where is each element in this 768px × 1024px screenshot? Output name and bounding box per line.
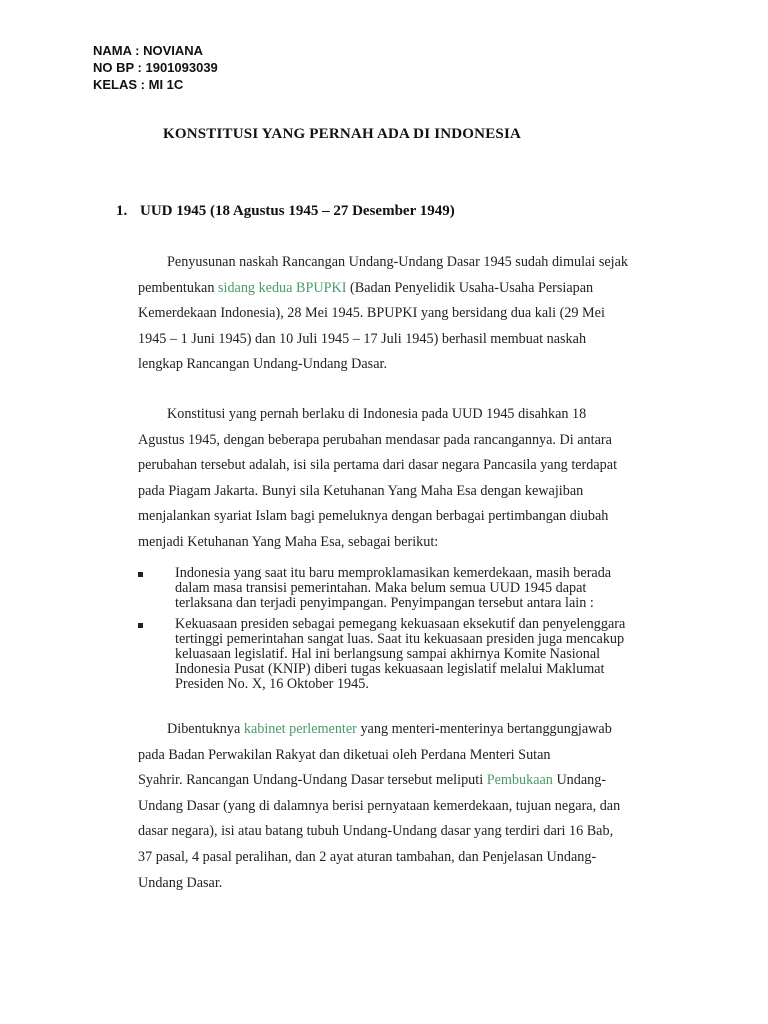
list-item-line: Kekuasaan presiden sebagai pemegang kekuasaan eksekutif dan penyelenggara xyxy=(175,615,626,632)
paragraph-text: (Badan Penyelidik Usaha-Usaha Persiapan xyxy=(346,279,594,296)
student-class: KELAS : MI 1C xyxy=(93,77,184,92)
paragraph-2 xyxy=(138,402,683,556)
paragraph-text: pembentukan xyxy=(138,279,218,296)
paragraph-line: Penyusunan naskah Rancangan Undang-Undang Dasar 1945 sudah dimulai sejak xyxy=(167,254,628,270)
paragraph-line: perubahan tersebut adalah, isi sila pertama dari dasar negara Pancasila yang terdapat xyxy=(138,457,618,474)
paragraph-line xyxy=(138,717,683,743)
paragraph-line: pada Badan Perwakilan Rakyat dan diketuai oleh Perdana Menteri Sutan xyxy=(138,746,551,763)
sidang-bpupki-link[interactable]: sidang kedua BPUPKI xyxy=(217,279,347,296)
student-info xyxy=(93,42,218,93)
list-item-line: terlaksana dan terjadi penyimpangan. Penyimpangan tersebut antara lain : xyxy=(175,595,594,612)
student-name: NAMA : NOVIANA xyxy=(93,43,204,58)
bullet-list xyxy=(138,566,678,698)
list-item xyxy=(138,566,678,612)
student-number: NO BP : 1901093039 xyxy=(93,60,218,75)
paragraph-line: 37 pasal, 4 pasal peralihan, dan 2 ayat aturan tambahan, dan Penjelasan Undang- xyxy=(138,848,597,865)
section-title: UUD 1945 (18 Agustus 1945 – 27 Desember 1949) xyxy=(140,203,455,219)
list-item-line: Indonesia yang saat itu baru memproklamasikan kemerdekaan, masih berada xyxy=(175,565,612,581)
paragraph-line: 1945 – 1 Juni 1945) dan 10 Juli 1945 – 17 Juli 1945) berhasil membuat naskah xyxy=(138,330,587,347)
paragraph-line: Kemerdekaan Indonesia), 28 Mei 1945. BPUPKI yang bersidang dua kali (29 Mei xyxy=(138,305,605,322)
list-item-line: Indonesia Pusat (KNIP) diberi tugas kekuasaan legislatif melalui Maklumat xyxy=(175,661,605,678)
list-item-line: keluasaan legislatif. Hal ini berlangsung sampai akhirnya Komite Nasional xyxy=(175,646,601,663)
paragraph-1 xyxy=(138,250,683,378)
paragraph-line: dasar negara), isi atau batang tubuh Undang-Undang dasar yang terdiri dari 16 Bab, xyxy=(138,823,614,840)
paragraph-text: yang menteri-menterinya bertanggungjawab xyxy=(356,721,612,737)
paragraph-line: menjadi Ketuhanan Yang Maha Esa, sebagai berikut: xyxy=(138,533,439,550)
list-item-line: tertinggi pemerintahan sangat luas. Saat itu kekuasaan presiden juga mencakup xyxy=(175,630,625,647)
list-item-line: dalam masa transisi pemerintahan. Maka belum semua UUD 1945 dapat xyxy=(175,580,587,597)
square-bullet-icon xyxy=(138,572,143,577)
kabinet-parlementer-link[interactable]: kabinet perlementer xyxy=(243,721,357,737)
paragraph-line: Konstitusi yang pernah berlaku di Indonesia pada UUD 1945 disahkan 18 xyxy=(167,406,587,422)
paragraph-text: Dibentuknya xyxy=(167,721,244,737)
section-heading xyxy=(116,203,455,220)
paragraph-text: Undang- xyxy=(552,772,607,789)
paragraph-line: menjalankan syariat Islam bagi pemeluknya dengan berbagai pertimbangan diubah xyxy=(138,508,609,525)
paragraph-line: Agustus 1945, dengan beberapa perubahan mendasar pada rancangannya. Di antara xyxy=(138,431,612,448)
paragraph-3 xyxy=(138,717,683,896)
section-number: 1. xyxy=(116,203,128,219)
paragraph-line: pada Piagam Jakarta. Bunyi sila Ketuhanan Yang Maha Esa dengan kewajiban xyxy=(138,482,584,499)
list-item xyxy=(138,617,678,693)
square-bullet-icon xyxy=(138,623,143,628)
paragraph-line xyxy=(138,768,683,794)
paragraph-line: lengkap Rancangan Undang-Undang Dasar. xyxy=(138,356,387,373)
paragraph-line: Undang Dasar (yang di dalamnya berisi pernyataan kemerdekaan, tujuan negara, dan xyxy=(138,797,621,814)
list-item-line: Presiden No. X, 16 Oktober 1945. xyxy=(175,676,369,693)
pembukaan-link[interactable]: Pembukaan xyxy=(486,772,553,789)
paragraph-line xyxy=(138,276,683,302)
document-title: KONSTITUSI YANG PERNAH ADA DI INDONESIA xyxy=(163,126,522,142)
paragraph-text: Syahrir. Rancangan Undang-Undang Dasar tersebut meliputi xyxy=(138,772,487,789)
paragraph-line: Undang Dasar. xyxy=(138,874,223,891)
